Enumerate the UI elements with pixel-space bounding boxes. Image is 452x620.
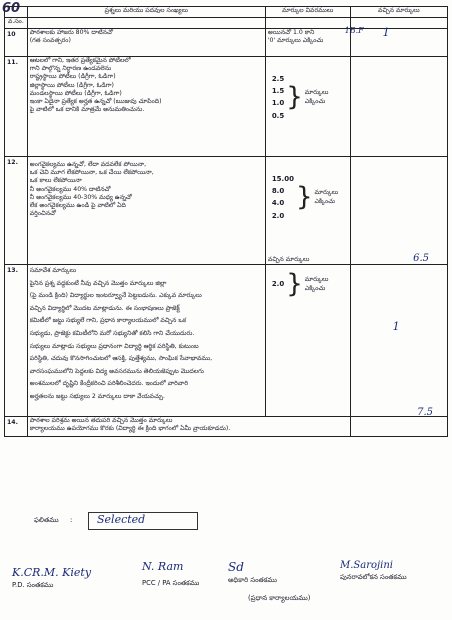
brace-icon: } (295, 182, 313, 213)
header-sno: వ.సం. (5, 18, 28, 29)
row-text: పాఠశాలకు హాజరు 80% దాటినచో (గత సంవత్సరం) (27, 29, 265, 57)
header-blank (5, 7, 28, 18)
row-details: 2.0 } మార్కులు ఎక్కించు (265, 265, 350, 417)
brace-icon: } (286, 82, 303, 113)
table-row: 13. సమావేశ మార్కులు పైనిన ప్రశ్న వద్దకుంటే నీవు వచ్చిన మొత్తం మార్కులు జిల్లా (పై మండి క్రింది) విద్యార్థుల ఇంటర్వ్యూనే పెట్టబడును. ఎక్కువ మార్కులు వచ్చిన విద్యార్థిలో మొదట మాట్లాడును. ఈ సంభాషణలు ప్రాజెక్ట్ కమిటీలో జట్టు సభ్యులే గాని, ప్రధాన కార్యాలయములో వచ్చిన ఒక సభ్యుడు, ప్రాజెక్టు కమిటీలోని మరో సభ్యునితో కలిసి గాని చేయుదురు. సభ్యులు మాట్లాడు సభ్యులు ప్రధానంగా విద్యార్థి ఆర్థిక పరిస్థితి, కుటుంబ పరిస్థితి, చదువు కొనసాగించుటలో ఆసక్తి, పుత్తేశ్యము, సాంఘిక సేవాభావము, వారసంఘములోని పెద్దలకు విద్య అవసరమును తెలియజెప్పుట మొదలగు అంశములలో దృష్టిని కేంద్రీకరించి పరిశీలించెదరు. ఇందులో వారివారి అర్హతలను జట్టు సభ్యులు 2 మార్కులు దాకా వేయవచ్చు. 2.0 } మార్కులు ఎక్కించు 1 (5, 265, 448, 417)
table-row (5, 29, 448, 57)
result-label: ఫలితము (34, 516, 59, 524)
result-box (88, 512, 198, 530)
table-row: 14. పాఠశాల పరిశ్రమ అయిన తదుపరి వచ్చిన మొత్తం మార్కులు కార్యాలయము ఉపయోగము కొరకు (విద్యార్థి ఈ క్రింది భాగంలో ఏమీ వ్రాయకూడదు). 7.5 (5, 417, 448, 437)
row-details: 15.00 8.0 4.0 2.0 } మార్కులు ఎక్కించు వచ్చిన మార్కులు (265, 157, 350, 265)
signature-pd: K.CR.M. Kiety P.D. సంతకము (12, 566, 92, 589)
row-footer: వచ్చిన మార్కులు (267, 255, 310, 263)
selected-handwriting: Selected (97, 513, 146, 526)
signature-pcc: N. Ram PCC / PA సంతకము (142, 560, 200, 587)
signature-officer: Sd అధికారి సంతకము (ప్రధాన కార్యాలయము) (228, 560, 311, 602)
handwritten-mark: 1B.F (344, 26, 364, 35)
brace-icon: } (286, 269, 303, 299)
signature-review: M.Sarojini పునరావలోకన సంతకము (340, 560, 407, 581)
header-awarded: వచ్చిన మార్కులు (350, 7, 447, 18)
row-awarded: 1 (350, 265, 447, 417)
document-page: 60 ప్రశ్నలు మరియు పదవుల సంఖ్యలు మార్కుల వివరములు వచ్చిన మార్కులు వ.సం. 10 పాఠశాలకు హాజరు 80% దాటినచో (గత సంవత్సరం) అయినచో 1.0 కాని '0' మార్కులు ఎక్కించు 1B.F 1 11. ఆటలలో గాని, ఇతర ప్రత్యేకమైన పోటీలలో గాని పాల్గొన్న నిర్ధారణ ఉండవలెను రాష్ట్రస్థాయి పోటీలు (డిగ్రీగా, ఓడిగా) జిల్లాస్థాయి పోటీలు (డిగ్రీగా, ఓడిగా) మండలస్థాయి పోటీలు (డిగ్రీగా, ఓడిగా) ఇంకా ఏదైనా ప్రత్యేక అర్హత ఉన్నచో (ఋజువు చూపింది) పై వాటిలో ఒక దానికి మాత్రమే అనుమతించును. 2.5 1.5 1.0 0.5 } మార్కులు ఎక్కించు 12. అంగవైకల్యము ఉన్నచో, లేదా వదవలేక పోయినా, ఒక చెవి మూగ లేకపోయినా, ఒక చేయి లేకపోయినా, ఒక కాలు లేకపోయినా నీ అంగవైకల్యము 40% దాటినచో నీ అంగవైకల్యము 40-30% మధ్య ఉన్నచో లేక అంగవైకల్యము ఉండి పై వాటిలో ఏది వర్తించినచో 15.00 8.0 4.0 2.0 } మార్కులు ఎక్కించు వచ్చిన మార్కులు 6.5 13. సమావేశ మార్కులు పైనిన ప్రశ్న వద్దకుంటే నీవు వచ్చిన మొత్తం మార్కులు జిల్లా (పై మండి క్రింది) విద్యార్థుల ఇంటర్వ్యూనే పెట్టబడును. ఎక్కువ మార్కులు వచ్చిన విద్యార్థిలో మొదట మాట్లాడును. ఈ సంభాషణలు ప్రాజెక్ట్ కమిటీలో జట్టు సభ్యులే గాని, ప్రధాన కార్యాలయములో వచ్చిన ఒక సభ్యుడు, ప్రాజెక్టు కమిటీలోని మరో సభ్యునితో కలిసి గాని చేయుదురు. సభ్యులు మాట్లాడు సభ్యులు ప్రధానంగా విద్యార్థి ఆర్థిక పరిస్థితి, కుటుంబ పరిస్థితి, చదువు కొనసాగించుటలో ఆసక్తి, పుత్తేశ్యము, సాంఘిక సేవాభావము, వారసంఘములోని పెద్దలకు విద్య అవసరమును తెలియజెప్పుట మొదలగు అంశములలో దృష్టిని కేంద్రీకరించి పరిశీలించెదరు. ఇందులో వారివారి అర్హతలను జట్టు సభ్యులు 2 మార్కులు దాకా వేయవచ్చు. 2.0 } మార్కులు ఎక్కించు 1 14. పాఠశాల పరిశ్రమ అయిన తదుపరి వచ్చిన మొత్తం మార్కులు కార్యాలయము ఉపయోగము కొరకు (విద్యార్థి ఈ క్రింది భాగంలో ఏమీ వ్రాయకూడదు). 7.5 ఫలితము : Selected K.CR.M. Kiety P.D. సంతకము N. Ram PCC / PA సంతకము Sd అధికారి సంతకము (ప్రధాన కార్యాలయము) M.Sarojini పునరావలోకన సంతకము (0, 0, 452, 620)
row-awarded: 7.5 (350, 417, 447, 437)
row-number: 10 (5, 29, 28, 57)
row-awarded: 6.5 (350, 157, 447, 265)
mark-values: 2.5 1.5 1.0 0.5 (271, 75, 285, 120)
row-text: ఆటలలో గాని, ఇతర ప్రత్యేకమైన పోటీలలో గాని పాల్గొన్న నిర్ధారణ ఉండవలెను రాష్ట్రస్థాయి పోటీలు (డిగ్రీగా, ఓడిగా) జిల్లాస్థాయి పోటీలు (డిగ్రీగా, ఓడిగా) మండలస్థాయి పోటీలు (డిగ్రీగా, ఓడిగా) ఇంకా ఏదైనా ప్రత్యేక అర్హత ఉన్నచో (ఋజువు చూపింది) పై వాటిలో ఒక దానికి మాత్రమే అనుమతించును. (27, 57, 265, 157)
row-text: సమావేశ మార్కులు పైనిన ప్రశ్న వద్దకుంటే నీవు వచ్చిన మొత్తం మార్కులు జిల్లా (పై మండి క్రింది) విద్యార్థుల ఇంటర్వ్యూనే పెట్టబడును. ఎక్కువ మార్కులు వచ్చిన విద్యార్థిలో మొదట మాట్లాడును. ఈ సంభాషణలు ప్రాజెక్ట్ కమిటీలో జట్టు సభ్యులే గాని, ప్రధాన కార్యాలయములో వచ్చిన ఒక సభ్యుడు, ప్రాజెక్టు కమిటీలోని మరో సభ్యునితో కలిసి గాని చేయుదురు. సభ్యులు మాట్లాడు సభ్యులు ప్రధానంగా విద్యార్థి ఆర్థిక పరిస్థితి, కుటుంబ పరిస్థితి, చదువు కొనసాగించుటలో ఆసక్తి, పుత్తేశ్యము, సాంఘిక సేవాభావము, వారసంఘములోని పెద్దలకు విద్య అవసరమును తెలియజెప్పుట మొదలగు అంశములలో దృష్టిని కేంద్రీకరించి పరిశీలించెదరు. ఇందులో వారివారి అర్హతలను జట్టు సభ్యులు 2 మార్కులు దాకా వేయవచ్చు. (27, 265, 265, 417)
marks-table (4, 6, 448, 437)
header-details: మార్కుల వివరములు (265, 7, 350, 18)
row-details: అయినచో 1.0 కాని '0' మార్కులు ఎక్కించు 1B.F (265, 29, 350, 57)
page-number: 60 (2, 1, 21, 16)
row-text: అంగవైకల్యము ఉన్నచో, లేదా వదవలేక పోయినా, ఒక చెవి మూగ లేకపోయినా, ఒక చేయి లేకపోయినా, ఒక కాలు లేకపోయినా నీ అంగవైకల్యము 40% దాటినచో నీ అంగవైకల్యము 40-30% మధ్య ఉన్నచో లేక అంగవైకల్యము ఉండి పై వాటిలో ఏది వర్తించినచో (27, 157, 265, 265)
table-row: 12. అంగవైకల్యము ఉన్నచో, లేదా వదవలేక పోయినా, ఒక చెవి మూగ లేకపోయినా, ఒక చేయి లేకపోయినా, ఒక కాలు లేకపోయినా నీ అంగవైకల్యము 40% దాటినచో నీ అంగవైకల్యము 40-30% మధ్య ఉన్నచో లేక అంగవైకల్యము ఉండి పై వాటిలో ఏది వర్తించినచో 15.00 8.0 4.0 2.0 } మార్కులు ఎక్కించు వచ్చిన మార్కులు 6.5 (5, 157, 448, 265)
row-details: 2.5 1.5 1.0 0.5 } మార్కులు ఎక్కించు (265, 57, 350, 157)
row-awarded: 1 (350, 29, 447, 57)
office-note: (ప్రధాన కార్యాలయము) (248, 594, 311, 602)
header-activity: ప్రశ్నలు మరియు పదవుల సంఖ్యలు (27, 7, 265, 18)
table-row: 11. ఆటలలో గాని, ఇతర ప్రత్యేకమైన పోటీలలో గాని పాల్గొన్న నిర్ధారణ ఉండవలెను రాష్ట్రస్థాయి పోటీలు (డిగ్రీగా, ఓడిగా) జిల్లాస్థాయి పోటీలు (డిగ్రీగా, ఓడిగా) మండలస్థాయి పోటీలు (డిగ్రీగా, ఓడిగా) ఇంకా ఏదైనా ప్రత్యేక అర్హత ఉన్నచో (ఋజువు చూపింది) పై వాటిలో ఒక దానికి మాత్రమే అనుమతించును. 2.5 1.5 1.0 0.5 } మార్కులు ఎక్కించు (5, 57, 448, 157)
row-text: పాఠశాల పరిశ్రమ అయిన తదుపరి వచ్చిన మొత్తం మార్కులు కార్యాలయము ఉపయోగము కొరకు (విద్యార్థి ఈ క్రింది భాగంలో ఏమీ వ్రాయకూడదు). (27, 417, 350, 437)
